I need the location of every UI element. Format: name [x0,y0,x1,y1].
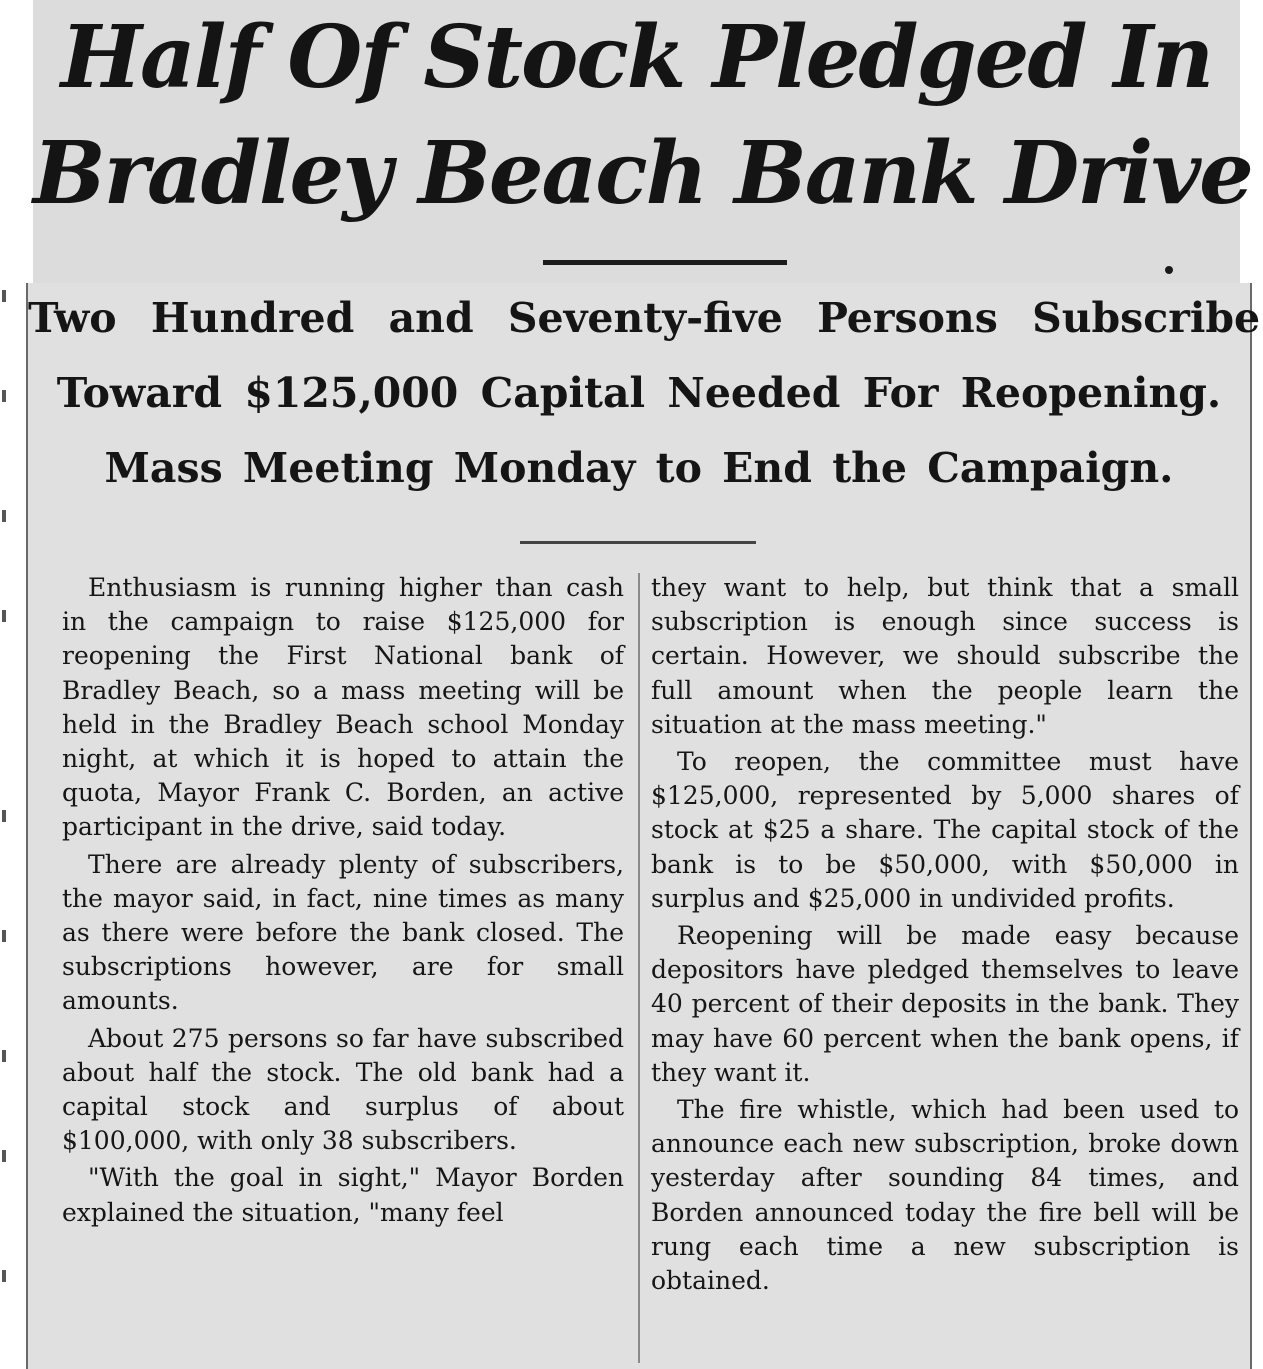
left-column [62,571,624,1233]
paragraph: To reopen, the committee must have $125,000, represented by 5,000 shares of stock at $25 a share. The capital stock of the bank is to be $50,000, with $50,000 in surplus and $25,000 in undivided profits. [651,747,1239,913]
right-column [651,571,1239,1301]
headline-line-2: Bradley Beach Bank Drive [33,123,1252,224]
paragraph: The fire whistle, which had been used to announce each new subscription, broke down yesterday after sounding 84 times, and Borden announced today the fire bell will be rung each time a new subscription is obtained. [651,1095,1239,1296]
subheadline-line-2: Toward $125,000 Capital Needed For Reopening. [56,369,1222,417]
article-body [26,283,1261,1369]
paragraph: Enthusiasm is running higher than cash in the campaign to raise $125,000 for reopening the First National bank of Bradley Beach, so a mass meeting will be held in the Bradley Beach school Monday night, at which it is hoped to attain the quota, Mayor Frank C. Borden, an active participant in the drive, said today. [62,573,624,842]
paragraph: Reopening will be made easy because depositors have pledged themselves to leave 40 percent of their deposits in the bank. They may have 60 percent when the bank opens, if they want it. [651,921,1239,1087]
subheadline-line-1: Two Hundred and Seventy-five Persons Subscribe [28,294,1261,342]
subheadline-line-3: Mass Meeting Monday to End the Campaign. [104,444,1174,492]
paragraph: "With the goal in sight," Mayor Borden explained the situation, "many feel [62,1163,624,1227]
headline-section [33,0,1252,283]
ink-dot [1165,266,1173,274]
section-rule [520,541,756,544]
paragraph: About 275 persons so far have subscribed about half the stock. The old bank had a capital stock and surplus of about $100,000, with only 38 subscribers. [62,1023,624,1156]
page-edge-marks [0,290,12,1350]
headline-rule [543,260,787,265]
paragraph: they want to help, but think that a small subscription is enough since success is certain. However, we should subscribe the full amount when the people learn the situation at the mass meeting." [651,573,1239,739]
headline-line-1: Half Of Stock Pledged In [60,7,1213,108]
paragraph: There are already plenty of subscribers, the mayor said, in fact, nine times as many as there were before the bank closed. The subscriptions however, are for small amounts. [62,849,624,1016]
column-divider [638,573,640,1363]
